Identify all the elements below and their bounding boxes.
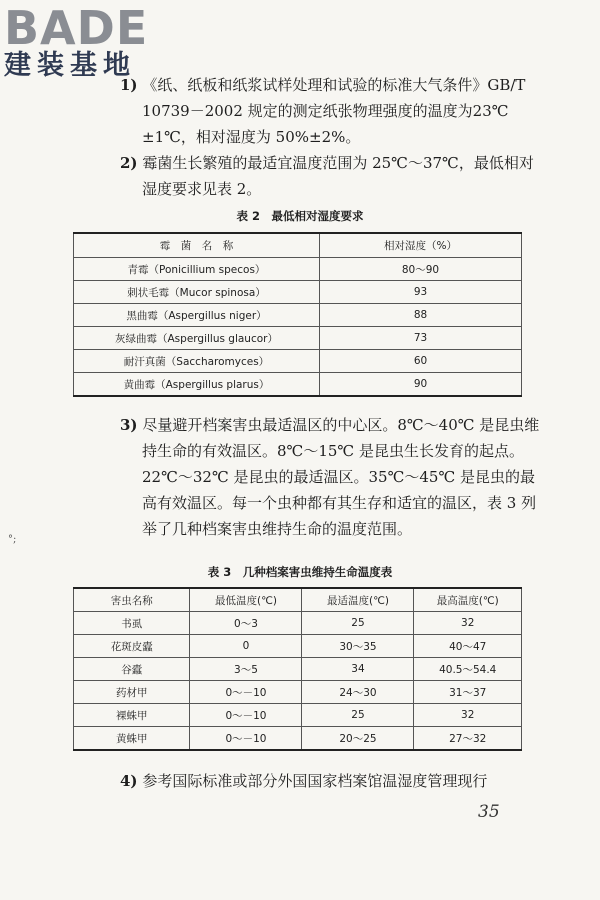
paragraph-2-num: 2)	[120, 154, 138, 172]
table-cell: 黑曲霉（Aspergillus niger）	[74, 304, 320, 327]
paragraph-4-text: 参考国际标准或部分外国国家档案馆温湿度管理现行	[142, 772, 488, 790]
table-cell: 谷蠹	[74, 658, 190, 681]
paragraph-3-text: 尽量避开档案害虫最适温区的中心区。8℃～40℃ 是昆虫维持生命的有效温区。8℃～15℃ 是昆虫生长发育的起点。22℃～32℃ 是昆虫的最适温区。35℃～45℃ 是昆虫的最高有效温区。每一个虫种都有其生存和适宜的温区，表 3 列举了几种档案害虫维持生命的温度范围。	[142, 416, 540, 538]
table-row	[74, 304, 522, 327]
table-header: 最高温度(℃)	[414, 588, 522, 612]
table-row	[74, 681, 522, 704]
table-cell: 73	[320, 327, 522, 350]
bade-logo	[4, 1, 184, 82]
paragraph-1	[120, 72, 542, 150]
table-cell: 60	[320, 350, 522, 373]
table-cell: 0	[190, 635, 302, 658]
table-cell: 34	[302, 658, 414, 681]
paragraph-1-num: 1)	[120, 76, 138, 94]
paragraph-3	[120, 412, 542, 542]
table-3	[73, 587, 522, 751]
table-row	[74, 588, 522, 612]
table-cell: 30～35	[302, 635, 414, 658]
paragraph-2	[120, 150, 542, 202]
table-cell: 0～3	[190, 612, 302, 635]
table-cell: 书虱	[74, 612, 190, 635]
paragraph-4	[120, 768, 542, 794]
table-header: 最低温度(℃)	[190, 588, 302, 612]
table-row	[74, 281, 522, 304]
table-row	[74, 258, 522, 281]
logo-brand: BADE	[4, 1, 149, 55]
margin-mark: °;	[8, 534, 17, 545]
table-cell: 灰绿曲霉（Aspergillus glaucor）	[74, 327, 320, 350]
table-2-caption: 表 2 最低相对湿度要求	[236, 209, 364, 223]
table-cell: 0～－10	[190, 727, 302, 751]
table-cell: 花斑皮蠹	[74, 635, 190, 658]
table-cell: 裸蛛甲	[74, 704, 190, 727]
table-row	[74, 658, 522, 681]
table-header: 最适温度(℃)	[302, 588, 414, 612]
table-cell: 3～5	[190, 658, 302, 681]
table-cell: 31～37	[414, 681, 522, 704]
table-cell: 40～47	[414, 635, 522, 658]
table-row	[74, 704, 522, 727]
table-header: 害虫名称	[74, 588, 190, 612]
table-cell: 20～25	[302, 727, 414, 751]
table-row	[74, 327, 522, 350]
table-cell: 黄蛛甲	[74, 727, 190, 751]
table-cell: 青霉（Ponicillium specos）	[74, 258, 320, 281]
table-cell: 黄曲霉（Aspergillus plarus）	[74, 373, 320, 397]
table-row	[74, 350, 522, 373]
table-row	[74, 233, 522, 258]
table-row	[74, 727, 522, 751]
table-cell: 0～－10	[190, 704, 302, 727]
table-cell: 90	[320, 373, 522, 397]
table-header: 霉 菌 名 称	[74, 233, 320, 258]
table-cell: 药材甲	[74, 681, 190, 704]
table-cell: 0～－10	[190, 681, 302, 704]
table-header: 相对湿度（%）	[320, 233, 522, 258]
table-cell: 耐汗真菌（Saccharomyces）	[74, 350, 320, 373]
table-cell: 25	[302, 704, 414, 727]
table-3-caption: 表 3 几种档案害虫维持生命温度表	[207, 565, 393, 579]
table-row	[74, 635, 522, 658]
table-cell: 88	[320, 304, 522, 327]
paragraph-1-text: 《纸、纸板和纸浆试样处理和试验的标准大气条件》GB/T 10739－2002 规定的测定纸张物理强度的温度为23℃±1℃，相对湿度为 50%±2%。	[142, 76, 526, 146]
table-row	[74, 373, 522, 397]
logo-subtitle: 建装基地	[4, 50, 136, 81]
table-2	[73, 232, 522, 397]
page-number: 35	[478, 802, 500, 822]
table-cell: 40.5～54.4	[414, 658, 522, 681]
table-cell: 24～30	[302, 681, 414, 704]
table-cell: 刺状毛霉（Mucor spinosa）	[74, 281, 320, 304]
table-cell: 25	[302, 612, 414, 635]
table-cell: 80～90	[320, 258, 522, 281]
table-cell: 32	[414, 612, 522, 635]
table-cell: 27～32	[414, 727, 522, 751]
paragraph-2-text: 霉菌生长繁殖的最适宜温度范围为 25℃～37℃，最低相对湿度要求见表 2。	[142, 154, 534, 198]
paragraph-3-num: 3)	[120, 416, 138, 434]
table-cell: 32	[414, 704, 522, 727]
paragraph-4-num: 4)	[120, 772, 138, 790]
table-row	[74, 612, 522, 635]
table-cell: 93	[320, 281, 522, 304]
